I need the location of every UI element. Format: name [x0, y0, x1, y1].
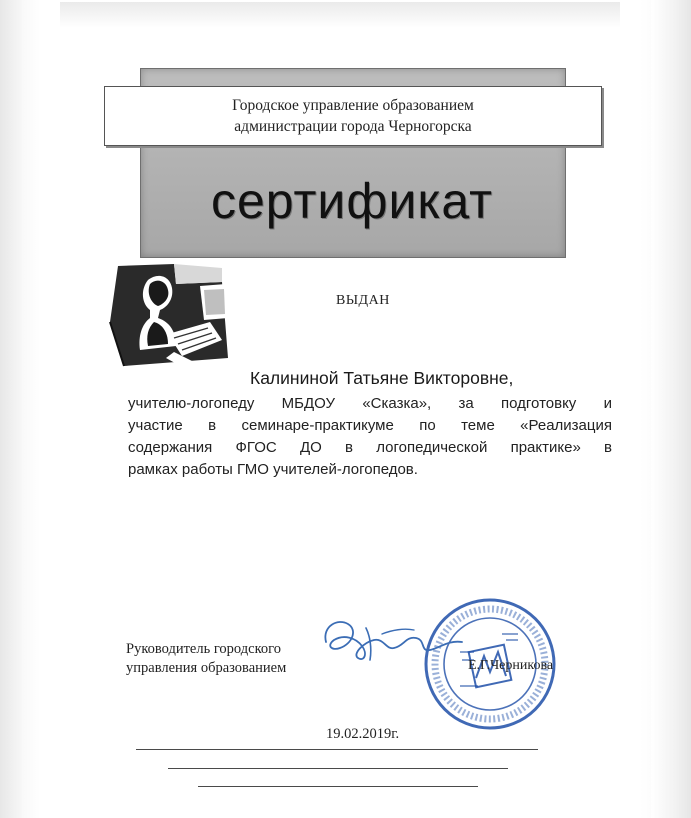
- signatory-name: Е.Г.Черникова: [468, 658, 554, 673]
- body-line-3: содержания ФГОС ДО в логопедической практике» в: [128, 439, 612, 456]
- recipient-name: Калининой Татьяне Викторовне,: [250, 368, 514, 388]
- certificate-title: сертификат: [211, 173, 493, 229]
- scan-smudge: [60, 2, 620, 28]
- footer-rule-3: [198, 786, 478, 787]
- body-line-2: участие в семинаре-практикуме по теме «Реализация: [128, 417, 612, 434]
- signatory-role-line-2: управления образованием: [126, 660, 287, 676]
- signatory-role: [126, 640, 286, 678]
- organization-box: [104, 86, 602, 146]
- body-line-4: рамках работы ГМО учителей-логопедов.: [128, 461, 418, 478]
- organization-line-2: администрации города Черногорска: [234, 118, 472, 135]
- issue-date: 19.02.2019г.: [326, 726, 400, 742]
- issued-label: ВЫДАН: [336, 293, 390, 308]
- reading-woman-illustration-icon: [104, 262, 232, 372]
- signatory-role-line-1: Руководитель городского: [126, 641, 281, 657]
- page-edge-left: [0, 0, 22, 818]
- footer-rule-1: [136, 749, 538, 750]
- footer-rule-2: [168, 768, 508, 769]
- certificate-body: [128, 393, 612, 481]
- page-edge-right: [651, 0, 691, 818]
- organization-line-1: Городское управление образованием: [232, 97, 474, 114]
- handwritten-signature-icon: [312, 608, 472, 678]
- body-line-1: учителю-логопеду МБДОУ «Сказка», за подготовку и: [128, 395, 612, 412]
